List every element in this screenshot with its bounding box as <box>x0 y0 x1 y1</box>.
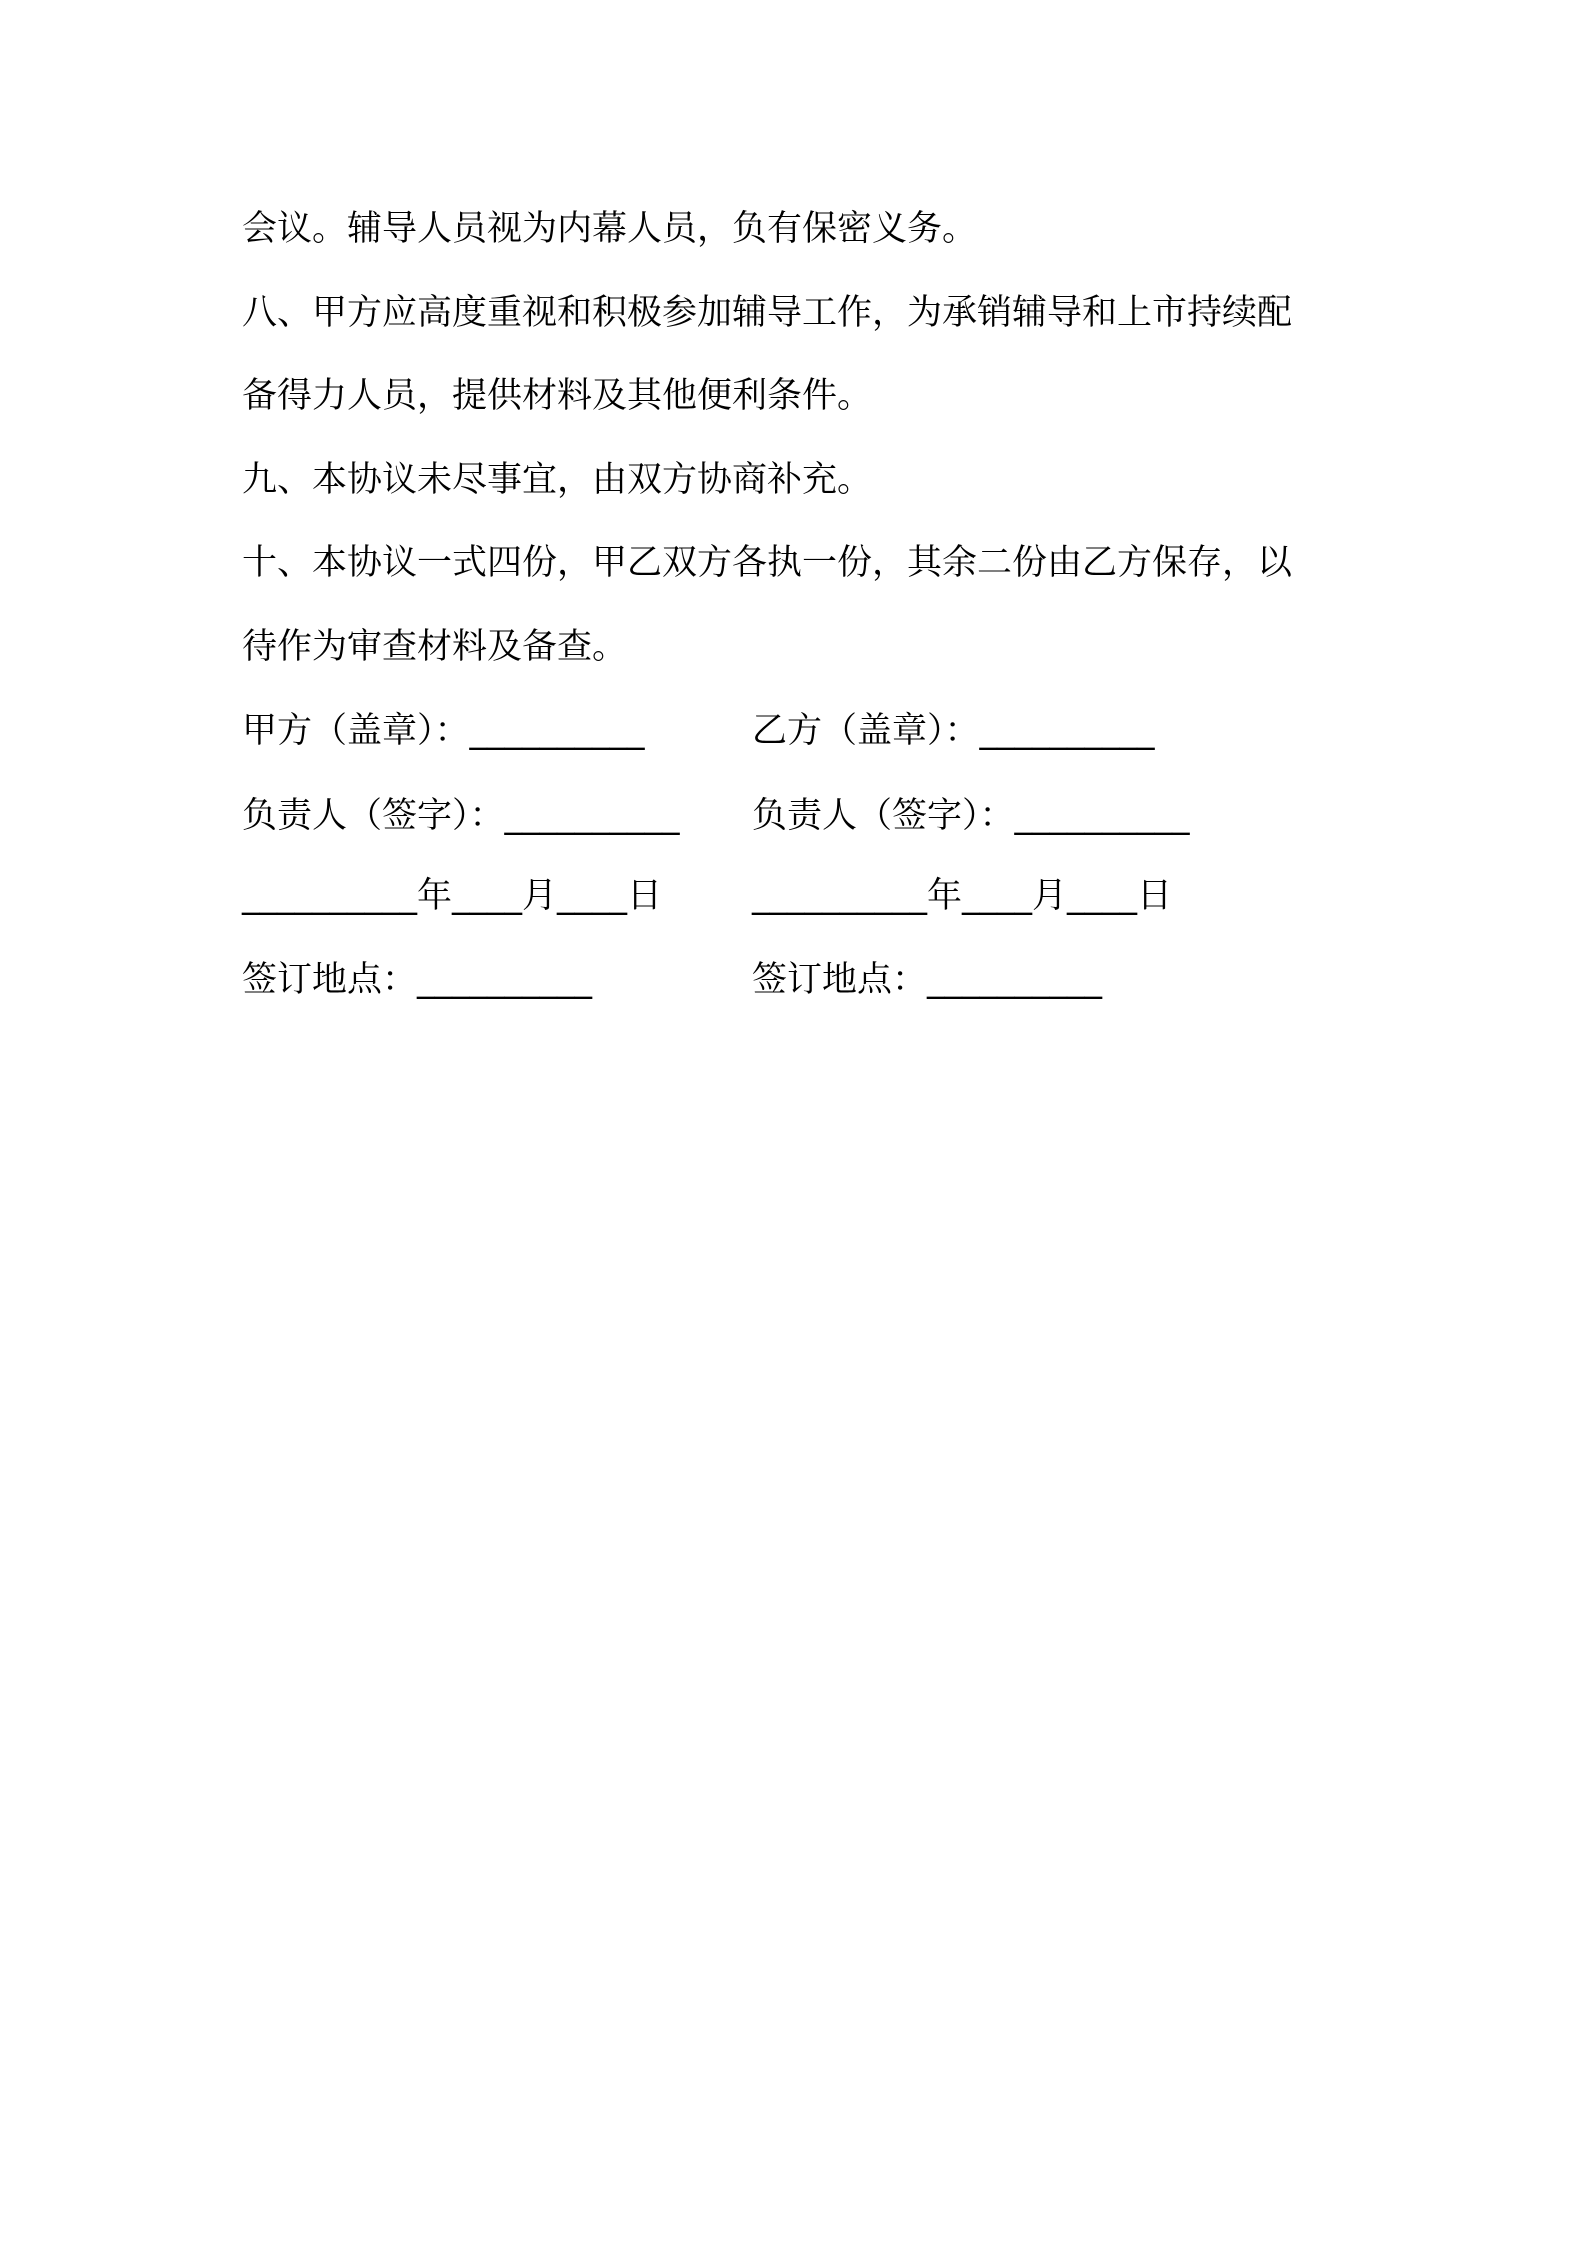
party-b-place-field: 签订地点：__________ <box>752 960 1103 1000</box>
party-a-place-field: 签订地点：__________ <box>242 960 593 1000</box>
paragraph-line: 八、甲方应高度重视和积极参加辅导工作，为承销辅导和上市持续配 <box>242 293 1293 333</box>
party-b-signer-field: 负责人（签字）：__________ <box>752 796 1190 836</box>
party-a-date-field: __________年____月____日 <box>242 876 663 916</box>
paragraph-line: 九、本协议未尽事宜，由双方协商补充。 <box>242 460 873 500</box>
party-b-seal-field: 乙方（盖章）：__________ <box>752 711 1155 751</box>
party-a-signer-field: 负责人（签字）：__________ <box>242 796 680 836</box>
paragraph-line: 待作为审查材料及备查。 <box>242 627 628 667</box>
paragraph-line: 备得力人员，提供材料及其他便利条件。 <box>242 376 873 416</box>
party-a-seal-field: 甲方（盖章）：__________ <box>242 711 645 751</box>
paragraph-line: 会议。辅导人员视为内幕人员，负有保密义务。 <box>242 209 978 249</box>
paragraph-line: 十、本协议一式四份，甲乙双方各执一份，其余二份由乙方保存，以 <box>242 543 1293 583</box>
party-b-date-field: __________年____月____日 <box>752 876 1173 916</box>
